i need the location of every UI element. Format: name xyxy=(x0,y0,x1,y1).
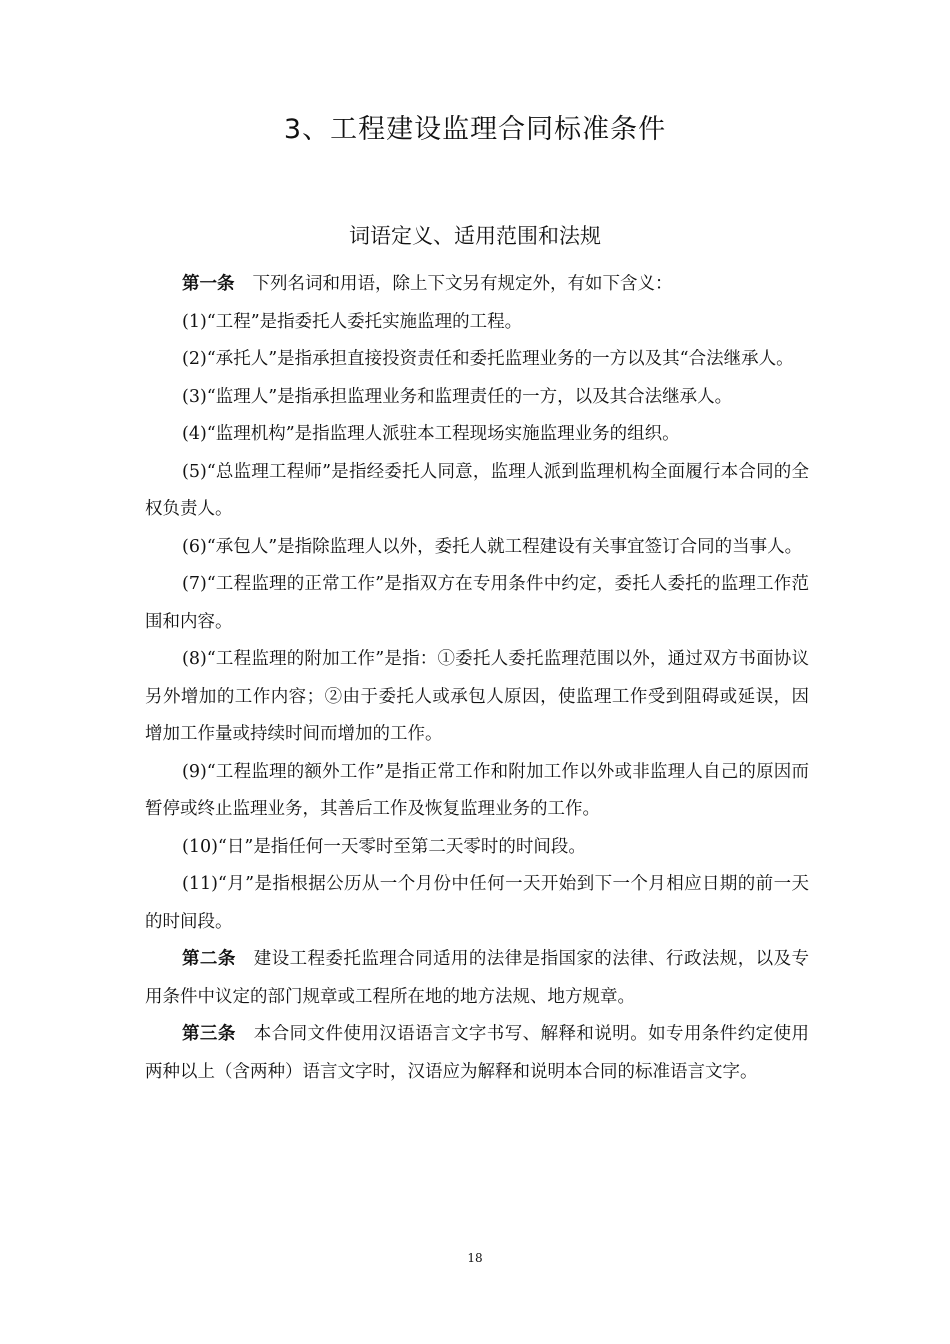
article-label: 第二条 xyxy=(182,949,236,969)
paragraph-definition-7 xyxy=(145,566,809,641)
paragraph-definition-11 xyxy=(145,866,809,941)
document-body xyxy=(145,266,809,1091)
paragraph-text: (7)“工程监理的正常工作”是指双方在专用条件中约定，委托人委托的监理工作范围和内容。 xyxy=(145,574,809,632)
paragraph-article-2 xyxy=(145,941,809,1016)
paragraph-text: (1)“工程”是指委托人委托实施监理的工程。 xyxy=(182,311,523,332)
paragraph-definition-6 xyxy=(145,529,809,567)
paragraph-text: (3)“监理人”是指承担监理业务和监理责任的一方，以及其合法继承人。 xyxy=(182,386,733,407)
paragraph-definition-4 xyxy=(145,416,809,454)
paragraph-definition-1 xyxy=(145,304,809,342)
paragraph-definition-9 xyxy=(145,754,809,829)
paragraph-text: (5)“总监理工程师”是指经委托人同意，监理人派到监理机构全面履行本合同的全权负责人。 xyxy=(145,461,809,519)
paragraph-text: 本合同文件使用汉语语言文字书写、解释和说明。如专用条件约定使用两种以上（含两种）语言文字时，汉语应为解释和说明本合同的标准语言文字。 xyxy=(145,1024,810,1082)
page-number: 18 xyxy=(467,1251,483,1265)
paragraph-text: (8)“工程监理的附加工作”是指：①委托人委托监理范围以外，通过双方书面协议另外增加的工作内容；②由于委托人或承包人原因，使监理工作受到阻碍或延误，因增加工作量或持续时间而增加的工作。 xyxy=(145,649,809,744)
paragraph-text: (4)“监理机构”是指监理人派驻本工程现场实施监理业务的组织。 xyxy=(182,424,680,444)
paragraph-definition-8 xyxy=(145,641,809,754)
article-label: 第一条 xyxy=(182,274,235,294)
paragraph-definition-2 xyxy=(145,341,809,379)
paragraph-article-1 xyxy=(145,266,809,304)
paragraph-text: (10)“日”是指任何一天零时至第二天零时的时间段。 xyxy=(182,836,586,857)
paragraph-definition-5 xyxy=(145,454,809,529)
section-heading: 词语定义、适用范围和法规 xyxy=(349,224,601,248)
paragraph-text: 下列名词和用语，除上下文另有规定外，有如下含义： xyxy=(252,274,673,294)
paragraph-definition-3 xyxy=(145,379,809,417)
paragraph-article-3 xyxy=(145,1016,809,1091)
paragraph-text: (11)“月”是指根据公历从一个月份中任何一天开始到下一个月相应日期的前一天的时间段。 xyxy=(145,874,809,932)
paragraph-text: (9)“工程监理的额外工作”是指正常工作和附加工作以外或非监理人自己的原因而暂停或终止监理业务，其善后工作及恢复监理业务的工作。 xyxy=(145,761,809,819)
paragraph-text: (2)“承托人”是指承担直接投资责任和委托监理业务的一方以及其“合法继承人。 xyxy=(182,349,794,369)
paragraph-definition-10 xyxy=(145,829,809,867)
paragraph-text: 建设工程委托监理合同适用的法律是指国家的法律、行政法规，以及专用条件中议定的部门规章或工程所在地的地方法规、地方规章。 xyxy=(145,949,810,1007)
article-label: 第三条 xyxy=(182,1024,236,1044)
paragraph-text: (6)“承包人”是指除监理人以外，委托人就工程建设有关事宜签订合同的当事人。 xyxy=(182,536,803,557)
document-title: 3、工程建设监理合同标准条件 xyxy=(283,114,667,145)
